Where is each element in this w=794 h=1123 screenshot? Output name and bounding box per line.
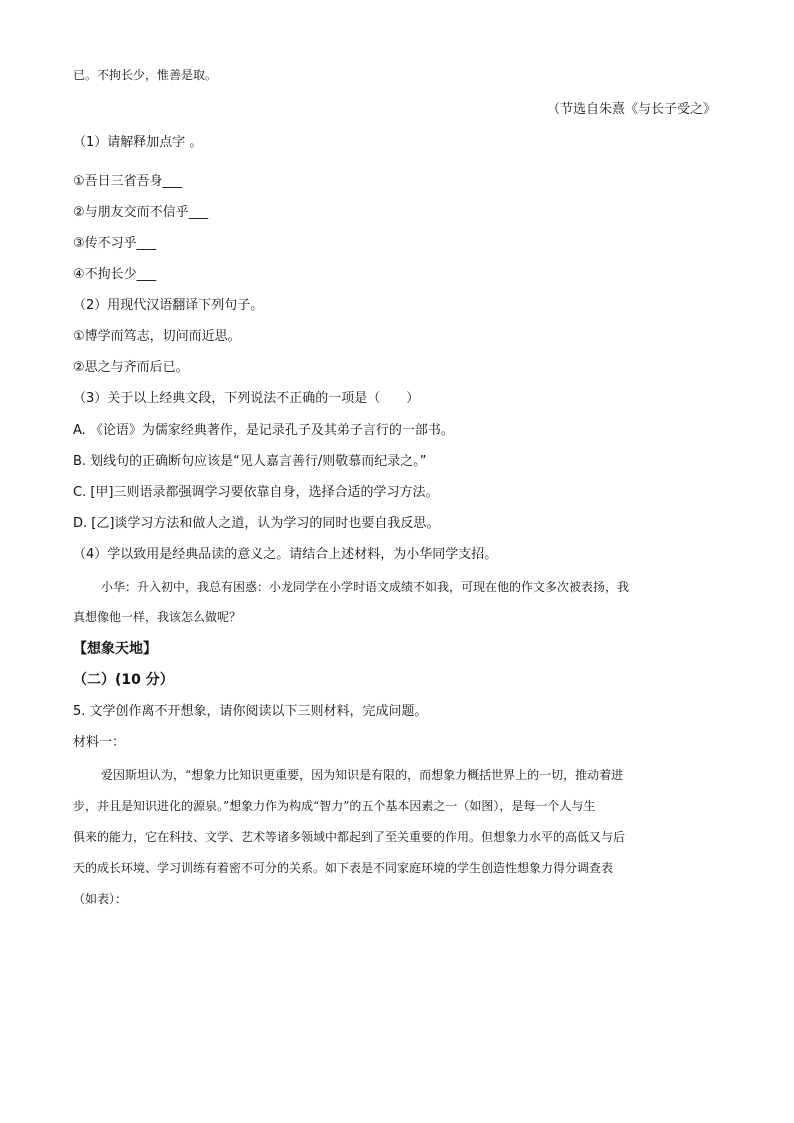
q4-quote-line: 小华：升入初中，我总有困惑：小龙同学在小学时语文成绩不如我，可现在他的作文多次被表扬，我 <box>101 580 630 594</box>
material-line: 俱来的能力，它在科技、文学、艺术等诸多领域中都起到了至关重要的作用。但想象力水平的高低又与后 <box>73 830 626 844</box>
q3-option-a: A. 《论语》为儒家经典著作，是记录孔子及其弟子言行的一部书。 <box>73 423 454 438</box>
q2-prompt: （2）用现代汉语翻译下列句子。 <box>73 298 264 313</box>
q1-item: ④不拘长少___ <box>73 267 157 282</box>
q4-prompt: （4）学以致用是经典品读的意义之。请结合上述材料，为小华同学支招。 <box>73 547 498 562</box>
q3-prompt: （3）关于以上经典文段，下列说法不正确的一项是（ ） <box>73 391 420 406</box>
q2-item: ②思之与齐而后已。 <box>73 360 189 375</box>
q3-option-d: D. [乙]谈学习方法和做人之道，认为学习的同时也要自我反思。 <box>73 516 440 531</box>
q1-prompt: （1）请解释加点字 。 <box>73 135 203 150</box>
q3-option-c: C. [甲]三则语录都强调学习要依靠自身，选择合适的学习方法。 <box>73 485 439 500</box>
q3-option-b: B. 划线句的正确断句应该是“见人嘉言善行/则敬慕而纪录之。” <box>73 454 427 469</box>
passage-end: 已。不拘长少，惟善是取。 <box>73 68 218 82</box>
material-label: 材料一： <box>73 735 126 750</box>
section-title: 【想象天地】 <box>73 641 157 657</box>
q5-prompt: 5. 文学创作离不开想象，请你阅读以下三则材料，完成问题。 <box>73 704 428 719</box>
source-citation: （节选自朱熹《与长子受之》 <box>546 102 716 117</box>
part-title: （二）(10 分） <box>73 672 174 688</box>
material-line: 步，并且是知识进化的源泉。”想象力作为构成“智力”的五个基本因素之一（如图），是每一个人与生 <box>73 799 596 813</box>
q2-item: ①博学而笃志，切问而近思。 <box>73 329 241 344</box>
q1-item: ③传不习乎___ <box>73 236 157 251</box>
material-line: 天的成长环境、学习训练有着密不可分的关系。如下表是不同家庭环境的学生创造性想象力得分调查表 <box>73 861 614 875</box>
q4-quote-line: 真想像他一样，我该怎么做呢？ <box>73 610 242 624</box>
q1-item: ②与朋友交而不信乎___ <box>73 205 209 220</box>
q1-item: ①吾日三省吾身___ <box>73 174 183 189</box>
material-line: （如表）： <box>73 892 128 906</box>
material-line: 爱因斯坦认为，“想象力比知识更重要，因为知识是有限的，而想象力概括世界上的一切，推动着进 <box>101 768 624 782</box>
